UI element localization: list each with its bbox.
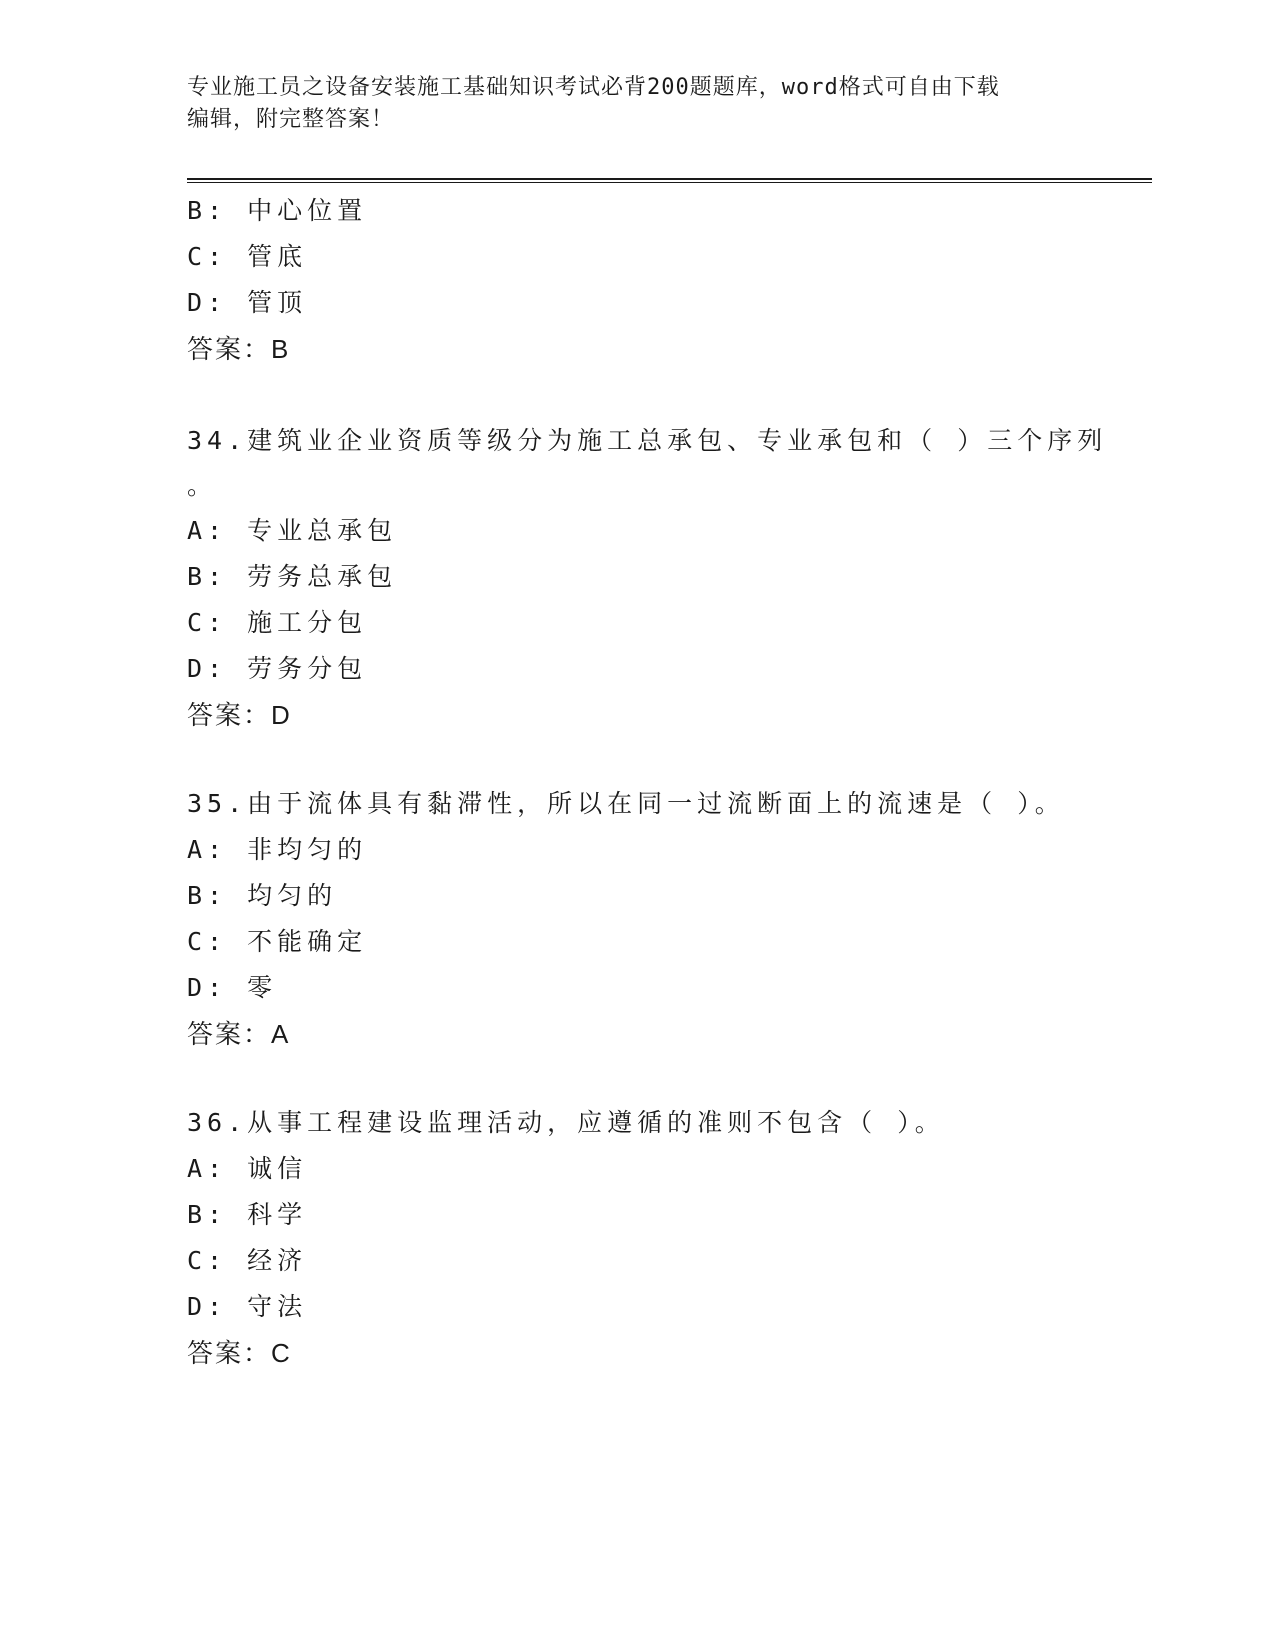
option-item (187, 600, 1107, 646)
question-title (187, 418, 1107, 464)
option-item (187, 1284, 1107, 1330)
option-item (187, 1146, 1107, 1192)
option-text: 不能确定 (247, 927, 368, 956)
option-label: D: (187, 654, 228, 683)
option-text: 均匀的 (247, 881, 338, 910)
question-tail: 。 (187, 471, 218, 500)
option-text: 施工分包 (247, 608, 368, 637)
answer-line (187, 1011, 1107, 1057)
carryover-block (187, 188, 1107, 372)
option-item (187, 188, 1107, 234)
answer-label: 答案： (187, 1019, 272, 1049)
question-number: 36. (187, 1108, 248, 1137)
answer-label: 答案： (187, 334, 272, 364)
option-text: 劳务总承包 (247, 562, 398, 591)
option-label: B: (187, 562, 228, 591)
option-text: 诚信 (247, 1154, 308, 1183)
answer-value: D (271, 700, 291, 730)
option-label: D: (187, 973, 228, 1002)
question-text: 由于流体具有黏滞性，所以在同一过流断面上的流速是（ ）。 (247, 789, 1065, 818)
answer-label: 答案： (187, 700, 272, 730)
question-title (187, 781, 1107, 827)
option-item (187, 1192, 1107, 1238)
question-text: 从事工程建设监理活动，应遵循的准则不包含（ ）。 (247, 1108, 945, 1137)
question-block-36 (187, 1100, 1107, 1376)
question-number: 35. (187, 789, 248, 818)
question-number: 34. (187, 426, 248, 455)
answer-value: B (271, 334, 290, 364)
option-item (187, 919, 1107, 965)
option-label: C: (187, 1246, 228, 1275)
answer-line (187, 1330, 1107, 1376)
header-line-2: 编辑，附完整答案！ (187, 107, 395, 132)
option-label: C: (187, 242, 228, 271)
document-header (187, 72, 1067, 136)
question-block-34 (187, 418, 1107, 738)
option-label: B: (187, 881, 228, 910)
option-text: 守法 (247, 1292, 308, 1321)
question-text: 建筑业企业资质等级分为施工总承包、专业承包和（ ）三个序列 (247, 426, 1108, 455)
header-line-1: 专业施工员之设备安装施工基础知识考试必背200题题库，word格式可自由下载 (187, 75, 1000, 100)
question-block-35 (187, 781, 1107, 1057)
option-text: 零 (247, 973, 278, 1002)
option-item (187, 827, 1107, 873)
option-item (187, 873, 1107, 919)
question-list (187, 188, 1107, 1376)
answer-value: A (271, 1019, 290, 1049)
option-label: C: (187, 927, 228, 956)
option-text: 管底 (247, 242, 308, 271)
header-divider (187, 178, 1152, 180)
option-text: 中心位置 (247, 196, 368, 225)
answer-line (187, 692, 1107, 738)
option-label: A: (187, 835, 228, 864)
option-text: 科学 (247, 1200, 308, 1229)
option-text: 经济 (247, 1246, 308, 1275)
answer-line (187, 326, 1107, 372)
option-item (187, 646, 1107, 692)
option-item (187, 554, 1107, 600)
option-text: 非均匀的 (247, 835, 368, 864)
option-item (187, 234, 1107, 280)
option-item (187, 508, 1107, 554)
option-text: 专业总承包 (247, 516, 398, 545)
option-item (187, 280, 1107, 326)
option-text: 劳务分包 (247, 654, 368, 683)
option-text: 管顶 (247, 288, 308, 317)
option-label: D: (187, 288, 228, 317)
option-label: A: (187, 516, 228, 545)
option-item (187, 965, 1107, 1011)
header-divider-thin (187, 182, 1152, 183)
option-label: B: (187, 196, 228, 225)
question-title (187, 1100, 1107, 1146)
option-label: C: (187, 608, 228, 637)
option-label: A: (187, 1154, 228, 1183)
option-label: B: (187, 1200, 228, 1229)
option-item (187, 1238, 1107, 1284)
answer-value: C (271, 1338, 291, 1368)
answer-label: 答案： (187, 1338, 272, 1368)
option-label: D: (187, 1292, 228, 1321)
